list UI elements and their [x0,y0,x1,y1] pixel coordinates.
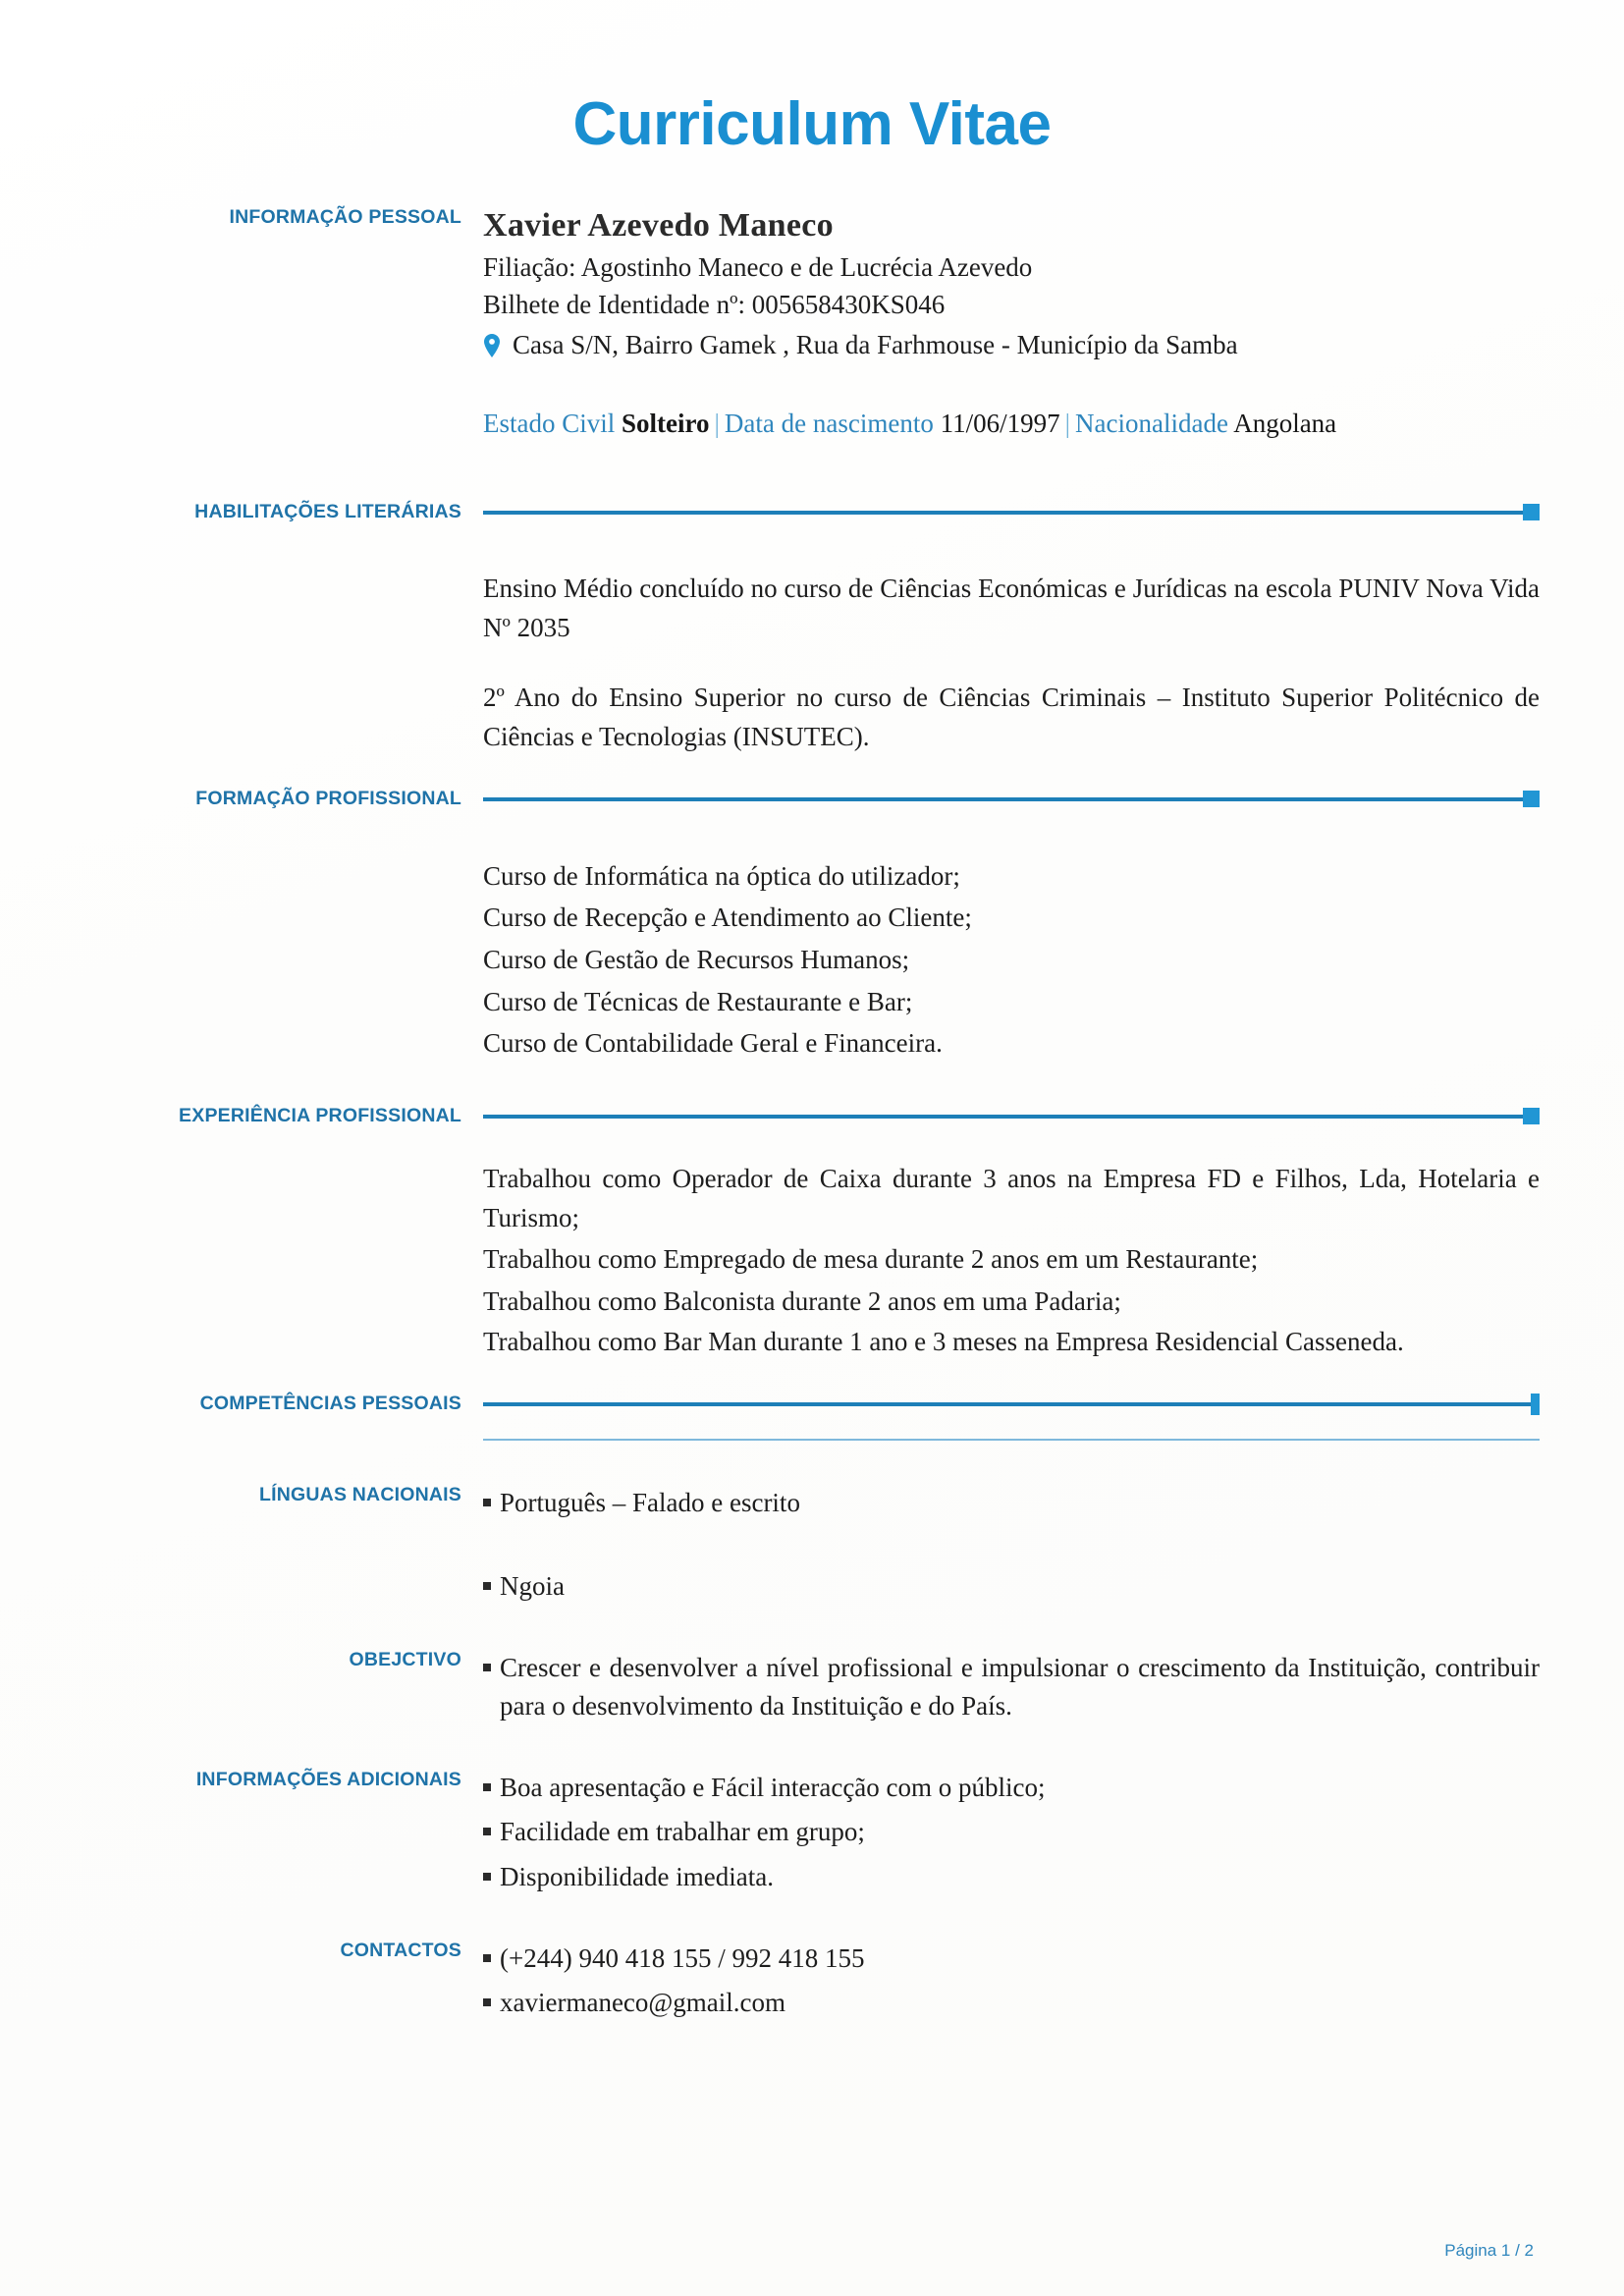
personal-info-content [483,206,1624,443]
section-personal-info [0,206,1624,443]
training-item: Curso de Gestão de Recursos Humanos; [483,945,910,974]
section-objective [0,1649,1624,1725]
rule-end-cap [1523,504,1540,520]
birth-date-value: 11/06/1997 [940,408,1060,438]
meta-separator-2: | [1064,408,1070,438]
birth-date-label: Data de nascimento [724,408,934,438]
experience-item: Trabalhou como Operador de Caixa durante 3 anos na Empresa FD e Filhos, Lda, Hotelaria e Turismo; [483,1163,1540,1233]
section-experience [0,1159,1624,1362]
bullet-square-icon [483,1873,491,1881]
section-rule-experience [483,1104,1624,1129]
rule-line [483,1439,1540,1441]
bullet-square-icon [483,1954,491,1962]
list-item[interactable] [483,1984,1540,2022]
training-item: Curso de Técnicas de Restaurante e Bar; [483,986,913,1016]
contact-phone: (+244) 940 418 155 / 992 418 155 [500,1942,865,1973]
section-label-personal-info: INFORMAÇÃO PESSOAL [229,206,461,228]
bullet-square-icon [483,1499,491,1506]
experience-item: Trabalhou como Balconista durante 2 anos em uma Padaria; [483,1285,1121,1316]
location-pin-icon [483,330,501,354]
section-label-additional-info: INFORMAÇÕES ADICIONAIS [195,1769,461,1791]
language-item: Ngoia [500,1570,565,1601]
section-rule-skills [483,1392,1624,1417]
section-rule-education [483,500,1624,525]
experience-item: Trabalhou como Bar Man durante 1 ano e 3 meses na Empresa Residencial Casseneda. [483,1327,1404,1357]
person-address: Casa S/N, Bairro Gamek , Rua da Farhmouse - Município da Samba [513,329,1238,359]
section-education [0,569,1624,757]
list-item [483,1649,1540,1725]
person-id-document: Bilhete de Identidade nº: 005658430KS046 [483,290,946,320]
section-languages [0,1484,1624,1606]
list-item [483,1813,1540,1851]
list-item [483,1858,1540,1896]
section-header-experience [0,1104,1624,1129]
nationality-value: Angolana [1233,408,1337,438]
skills-thin-rule [483,1439,1624,1441]
languages-content [483,1484,1624,1606]
section-contacts [0,1940,1624,2022]
education-content [483,569,1624,757]
contacts-content [483,1940,1624,2022]
list-item [483,1940,1540,1978]
training-item: Curso de Recepção e Atendimento ao Cliente; [483,902,972,933]
marital-status-label: Estado Civil [483,408,616,438]
page-footer: Página 1 / 2 [1444,2241,1534,2260]
person-meta-row [483,406,1540,443]
list-item [483,1769,1540,1807]
section-label-objective: OBEJCTIVO [349,1649,461,1671]
list-item [483,1567,1540,1606]
additional-info-content [483,1769,1624,1895]
rule-line [483,511,1523,515]
additional-item: Disponibilidade imediata. [500,1861,774,1891]
rule-line [483,1115,1523,1119]
bullet-square-icon [483,1664,491,1671]
nationality-label: Nacionalidade [1075,408,1228,438]
section-training [0,855,1624,1065]
section-label-skills: COMPETÊNCIAS PESSOAIS [199,1393,461,1415]
meta-separator-1: | [714,408,720,438]
person-address-row [483,326,1540,364]
additional-item: Boa apresentação e Fácil interacção com o público; [500,1773,1046,1803]
section-label-languages: LÍNGUAS NACIONAIS [259,1483,461,1505]
objective-item: Crescer e desenvolver a nível profissional e impulsionar o crescimento da Instituição, contribuir para o desenvolvimento da Instituição e do País. [500,1653,1540,1722]
person-name: Xavier Azevedo Maneco [483,207,834,244]
page-title: Curriculum Vitae [572,90,1052,158]
contact-email[interactable]: xaviermaneco@gmail.com [500,1987,786,2017]
training-content [483,855,1624,1065]
bullet-square-icon [483,1998,491,2006]
language-item: Português – Falado e escrito [500,1487,800,1517]
section-header-skills [0,1392,1624,1417]
section-label-training: FORMAÇÃO PROFISSIONAL [195,788,461,810]
education-item: Ensino Médio concluído no curso de Ciências Económicas e Jurídicas na escola PUNIV Nova Vida Nº 2035 [483,573,1540,643]
section-label-experience: EXPERIÊNCIA PROFISSIONAL [179,1105,461,1127]
rule-line [483,1402,1531,1406]
experience-item: Trabalhou como Empregado de mesa durante 2 anos em um Restaurante; [483,1243,1259,1274]
bullet-square-icon [483,1783,491,1791]
rule-line [483,797,1523,801]
section-rule-training [483,787,1624,812]
rule-end-cap [1523,1108,1540,1124]
additional-item: Facilidade em trabalhar em grupo; [500,1817,865,1847]
bullet-square-icon [483,1828,491,1835]
training-item: Curso de Informática na óptica do utilizador; [483,860,960,891]
training-item: Curso de Contabilidade Geral e Financeira. [483,1028,943,1059]
marital-status-value: Solteiro [622,408,710,438]
section-label-contacts: CONTACTOS [340,1939,461,1961]
list-item [483,1484,1540,1522]
rule-end-cap [1523,791,1540,807]
section-label-education: HABILITAÇÕES LITERÁRIAS [194,501,461,523]
education-item: 2º Ano do Ensino Superior no curso de Ciências Criminais – Instituto Superior Politécnico de Ciências e Tecnologias (INSUTEC). [483,682,1540,752]
rule-end-cap [1531,1394,1540,1415]
section-skills-subrule [0,1439,1624,1441]
bullet-square-icon [483,1582,491,1590]
section-header-training [0,787,1624,812]
person-filiation: Filiação: Agostinho Maneco e de Lucrécia Azevedo [483,252,1033,283]
objective-content [483,1649,1624,1725]
section-additional-info [0,1769,1624,1895]
experience-content [483,1159,1624,1362]
section-header-education [0,500,1624,525]
